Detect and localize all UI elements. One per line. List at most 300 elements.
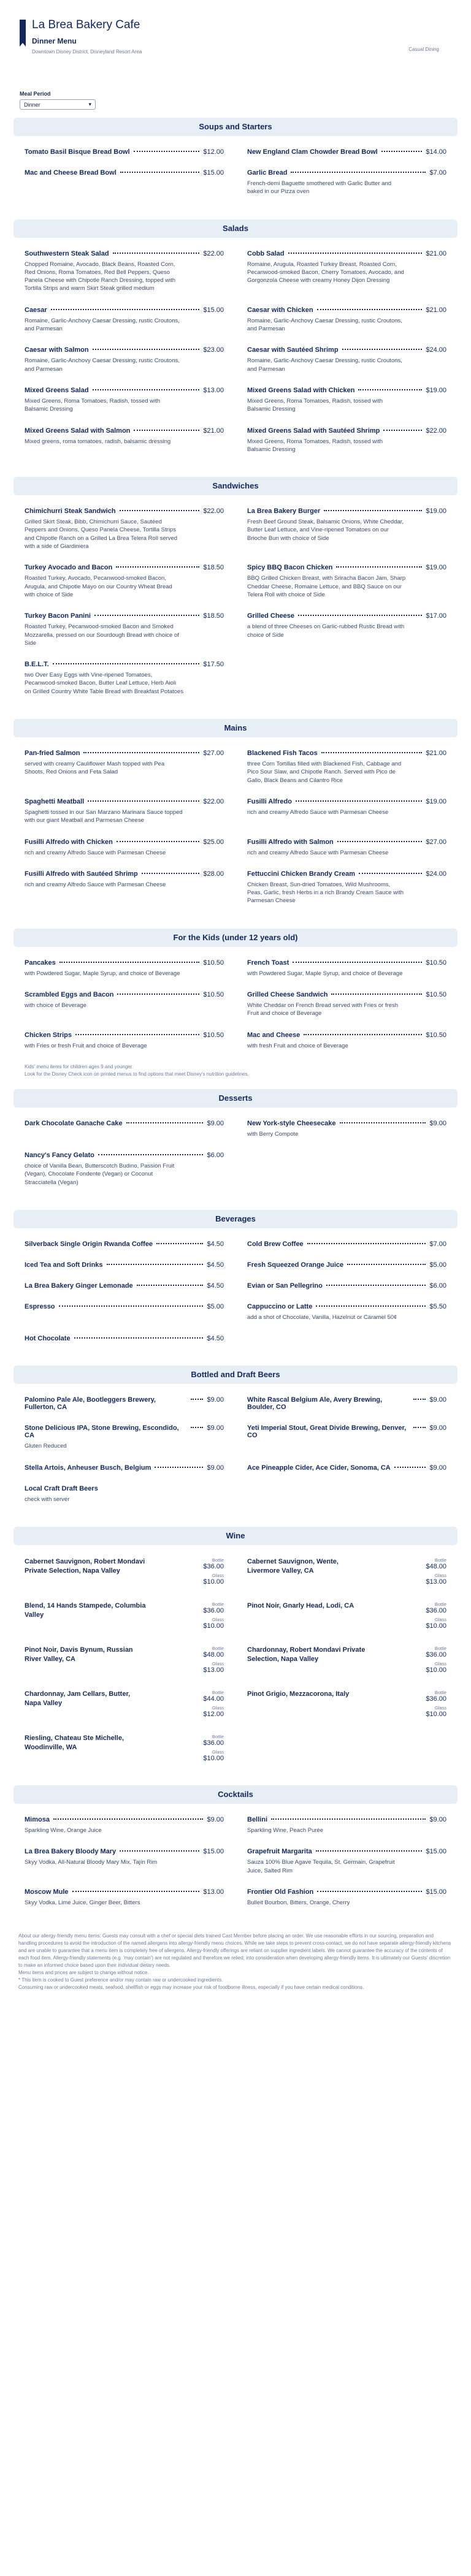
menu-item-row	[247, 387, 446, 394]
wine-item	[25, 1646, 224, 1676]
cocktail-description: Skyy Vodka, All-Natural Bloody Mary Mix, Tajín Rim	[25, 1859, 158, 1866]
bottle-price: $36.00	[426, 1606, 446, 1614]
wine-item	[247, 1557, 446, 1588]
menu-item-name: Caesar with Chicken	[247, 306, 313, 314]
menu-item	[247, 306, 446, 333]
menu-item	[25, 387, 224, 414]
menu-item-price: $7.00	[429, 169, 446, 177]
cocktail-item	[25, 1848, 224, 1875]
meal-period-select[interactable]	[20, 99, 96, 110]
menu-item-price: $9.00	[207, 1424, 224, 1432]
section-heading: Soups and Starters	[13, 118, 458, 136]
menu-item-price: $22.00	[426, 427, 446, 435]
dot-leader	[191, 1427, 203, 1428]
cocktail-item	[247, 1816, 446, 1834]
menu-item-name: Chimichurri Steak Sandwich	[25, 507, 116, 515]
wine-section	[0, 1527, 471, 1778]
menu-item-description: with Powdered Sugar, Maple Syrup, and choice of Beverage	[25, 970, 180, 977]
menu-subtitle: Dinner Menu	[32, 37, 77, 45]
menu-item-price: $27.00	[426, 838, 446, 846]
bottle-label: Bottle	[212, 1557, 224, 1563]
menu-item-name: Caesar with Sautéed Shrimp	[247, 346, 339, 354]
menu-item-description: Grilled Skirt Steak, Bibb, Chimichurri Sauce, Sautéed Peppers and Onions, Queso Panela Cheese, Tortilla Strips and Chipotle Ranch on a Grilled La Brea Telera Roll served with a side of Giardiniera	[25, 519, 178, 550]
cocktail-name: Moscow Mule	[25, 1888, 69, 1896]
menu-item-row	[25, 1485, 224, 1492]
menu-item-name: Southwestern Steak Salad	[25, 249, 109, 257]
menu-item	[247, 507, 446, 550]
menu-item	[25, 169, 224, 196]
menu-item	[247, 991, 446, 1018]
menu-item-name: Silverback Single Origin Rwanda Coffee	[25, 1241, 153, 1248]
menu-item-name: Spicy BBQ Bacon Chicken	[247, 564, 333, 572]
bottle-price: $36.00	[203, 1739, 224, 1747]
dot-leader	[298, 615, 422, 616]
menu-item-description: two Over Easy Eggs with Vine-ripened Tomatoes, Pecanwood-smoked Bacon, Butter Leaf Lettuce, Herb Aioli on Grilled Country White Table Bread with Breakfast Potatoes	[25, 672, 184, 695]
dot-leader	[59, 962, 200, 963]
menu-item-description: Romaine, Garlic-Anchovy Caesar Dressing, rustic Croutons, and Parmesan	[247, 317, 402, 333]
menu-item-description: Fresh Beef Ground Steak, Balsamic Onions, White Cheddar, Butter Leaf Lettuce, and Vine-ripened Tomatoes on our Brioche Bun with choice of Side	[247, 519, 404, 542]
menu-item-price: $10.50	[426, 959, 446, 967]
glass-label: Glass	[212, 1749, 224, 1755]
menu-item-description: choice of Vanilla Bean, Butterscotch Budino, Passion Fruit (Vegan), Chocolate Fondente (Vegan) or Coconut Stracciatella (Vegan)	[25, 1163, 175, 1186]
menu-item	[25, 1464, 224, 1472]
dot-leader	[120, 510, 200, 511]
menu-item-price: $15.00	[203, 306, 224, 314]
menu-item	[25, 1241, 224, 1248]
menu-item-row	[25, 1261, 224, 1269]
bottle-price: $36.00	[203, 1562, 224, 1570]
footer-line: Menu items and prices are subject to change without notice.	[18, 1970, 149, 1976]
menu-item-description: Chopped Romaine, Avocado, Black Beans, Roasted Corn, Red Onions, Roma Tomatoes, Red Bell Peppers, Queso Panela Cheese with Chipotle Ranch Dressing, topped with Tortilla Strips and warm Skirt Steak grilled medium	[25, 260, 176, 292]
glass-label: Glass	[212, 1660, 224, 1666]
menu-item	[25, 250, 224, 293]
wine-prices	[203, 1601, 224, 1632]
menu-item-row	[247, 250, 446, 257]
menu-item-price: $14.00	[426, 148, 446, 156]
menu-item-name: Nancy's Fancy Gelato	[25, 1152, 94, 1160]
menu-item-row	[25, 1424, 224, 1439]
menu-item-name: Fusilli Alfredo with Salmon	[247, 838, 334, 846]
dot-leader	[98, 1154, 204, 1155]
menu-item-row	[25, 838, 224, 846]
dot-leader	[117, 994, 199, 995]
menu-item	[247, 1424, 446, 1450]
bottle-price: $36.00	[426, 1695, 446, 1703]
menu-item-description: with Fries or fresh Fruit and choice of Beverage	[25, 1042, 147, 1049]
menu-item	[247, 387, 446, 414]
kids-menu-note: Look for the Disney Check icon on printed menus to find options that meet Disney's nutrition guidelines.	[25, 1071, 249, 1077]
menu-item-row	[25, 148, 224, 156]
section-heading: Desserts	[13, 1089, 458, 1108]
cocktail-description: Sparkling Wine, Peach Purée	[247, 1826, 324, 1834]
menu-item	[247, 612, 446, 647]
menu-item-description: Romaine, Garlic-Anchovy Caesar Dressing, rustic Croutons, and Parmesan	[25, 317, 180, 333]
wine-name: Pinot Noir, Gnarly Head, Lodi, CA	[247, 1601, 354, 1609]
menu-section	[0, 219, 471, 468]
footer-line: * This item is cooked to Guest preference and/or may contain raw or undercooked ingredients.	[18, 1977, 223, 1983]
glass-label: Glass	[434, 1704, 446, 1711]
menu-item-name: Spaghetti Meatball	[25, 797, 85, 805]
dot-leader	[155, 1467, 203, 1468]
menu-item-name: Mixed Greens Salad with Chicken	[247, 386, 355, 394]
menu-item-row	[25, 1032, 224, 1039]
dot-leader	[336, 566, 422, 568]
menu-item-name: Mac and Cheese	[247, 1031, 301, 1039]
dot-leader	[120, 1850, 199, 1852]
menu-item-description: served with creamy Cauliflower Mash topped with Pea Shoots, Red Onions and Feta Salad	[25, 761, 165, 776]
menu-item-name: Caesar with Salmon	[25, 346, 89, 354]
wine-prices	[203, 1690, 224, 1720]
menu-item-row	[247, 306, 446, 314]
menu-item-name: Scrambled Eggs and Bacon	[25, 990, 114, 998]
dot-leader	[74, 1337, 204, 1339]
glass-label: Glass	[212, 1616, 224, 1622]
glass-price: $10.00	[203, 1578, 224, 1586]
dot-leader	[347, 1264, 426, 1265]
dot-leader	[326, 1285, 426, 1286]
dot-leader	[413, 1427, 426, 1428]
menu-item	[25, 798, 224, 825]
menu-item-price: $28.00	[203, 870, 224, 878]
glass-price: $10.00	[203, 1754, 224, 1762]
menu-item-row	[247, 507, 446, 515]
menu-item-row	[247, 564, 446, 571]
dot-leader	[359, 873, 422, 874]
menu-item-row	[25, 959, 224, 967]
menu-item-price: $19.00	[426, 564, 446, 572]
menu-item-row	[25, 661, 224, 668]
menu-item-name: Turkey Bacon Panini	[25, 612, 91, 620]
menu-item-description: BBQ Grilled Chicken Breast, with Sriracha Bacon Jam, Sharp Cheddar Cheese, Romaine Lettuce, and BBQ Sauce on our Telera Roll with choice of Side	[247, 575, 406, 598]
menu-item	[247, 148, 446, 156]
menu-sections	[0, 118, 471, 1517]
dot-leader	[75, 1034, 199, 1035]
menu-item	[25, 1120, 224, 1138]
menu-item-row	[247, 1464, 446, 1472]
wine-prices	[426, 1557, 446, 1588]
menu-item-description: Roasted Turkey, Pecanwood-smoked Bacon and Smoked Mozzarella, pressed on our Sourdough Bread with choice of Side	[25, 623, 179, 647]
menu-item-name: La Brea Bakery Ginger Lemonade	[25, 1282, 133, 1290]
kids-menu-note: Kids' menu items for children ages 9 and younger.	[25, 1063, 134, 1070]
menu-item-row	[247, 870, 446, 878]
menu-item-price: $9.00	[429, 1424, 446, 1432]
menu-item-price: $7.00	[429, 1241, 446, 1248]
menu-item-row	[247, 798, 446, 805]
menu-item-list	[0, 1108, 471, 1200]
cocktail-name: Frontier Old Fashion	[247, 1888, 314, 1896]
bottle-price: $48.00	[426, 1562, 446, 1570]
menu-item-row	[247, 1282, 446, 1290]
dot-leader	[381, 151, 423, 152]
wine-prices	[203, 1646, 224, 1676]
menu-item	[247, 798, 446, 825]
menu-item-price: $27.00	[203, 750, 224, 758]
dot-leader	[134, 430, 199, 431]
menu-item-price: $4.50	[207, 1282, 224, 1290]
dot-leader	[317, 309, 423, 310]
wine-item	[25, 1557, 224, 1588]
menu-item-row	[247, 427, 446, 435]
menu-item-name: Local Craft Draft Beers	[25, 1484, 98, 1492]
dot-leader	[304, 1034, 422, 1035]
cocktail-list	[0, 1804, 471, 1920]
menu-item-row	[247, 346, 446, 354]
dot-leader	[288, 253, 423, 254]
dot-leader	[316, 1850, 423, 1852]
menu-item	[25, 1396, 224, 1411]
menu-item	[247, 1032, 446, 1050]
section-heading: Beverages	[13, 1210, 458, 1228]
dot-leader	[51, 309, 200, 310]
menu-item-name: Fusilli Alfredo with Sautéed Shrimp	[25, 870, 138, 878]
wine-name: Pinot Grigio, Mezzacorona, Italy	[247, 1690, 350, 1698]
cocktail-name: Grapefruit Margarita	[247, 1848, 312, 1856]
menu-item-price: $23.00	[203, 346, 224, 354]
menu-item-price: $5.50	[429, 1303, 446, 1311]
menu-item-price: $10.50	[203, 959, 224, 967]
section-heading: Sandwiches	[13, 477, 458, 495]
menu-item	[25, 1335, 224, 1342]
kids-menu-notes	[0, 1063, 471, 1078]
wine-name: Cabernet Sauvignon, Robert Mondavi Private Selection, Napa Valley	[25, 1557, 145, 1575]
menu-item-price: $10.50	[426, 1031, 446, 1039]
menu-item-price: $15.00	[203, 169, 224, 177]
dot-leader	[94, 615, 199, 616]
menu-item	[247, 838, 446, 857]
restaurant-location: Downtown Disney District, Disneyland Resort Area	[32, 49, 142, 55]
menu-item-price: $6.00	[429, 1282, 446, 1290]
menu-item-description: rich and creamy Alfredo Sauce with Parmesan Cheese	[247, 849, 389, 856]
menu-item-price: $19.00	[426, 386, 446, 394]
menu-item-description: Mixed Greens, Roma Tomatoes, Radish, tossed with Balsamic Dressing	[247, 397, 383, 413]
glass-price: $10.00	[426, 1622, 446, 1630]
menu-item-description: Mixed Greens, Roma Tomatoes, Radish, tossed with Balsamic Dressing	[247, 438, 383, 453]
menu-item-name: Pan-fried Salmon	[25, 750, 80, 758]
menu-item-row	[25, 1241, 224, 1248]
menu-item-price: $10.50	[203, 990, 224, 998]
meal-period-value: Dinner	[24, 101, 40, 108]
menu-item-row	[247, 1396, 446, 1411]
menu-item-name: Hot Chocolate	[25, 1335, 71, 1343]
menu-item-description: with fresh Fruit and choice of Beverage	[247, 1042, 348, 1049]
menu-item-name: Chicken Strips	[25, 1031, 72, 1039]
dot-leader	[107, 1264, 204, 1265]
dot-leader	[120, 172, 200, 173]
bottle-label: Bottle	[434, 1689, 446, 1695]
dot-leader	[137, 1285, 204, 1286]
dot-leader	[53, 663, 200, 664]
cocktail-item	[247, 1848, 446, 1875]
glass-price: $12.00	[203, 1710, 224, 1718]
menu-item-description: with Powdered Sugar, Maple Syrup, and choice of Beverage	[247, 970, 403, 977]
menu-item-row	[25, 1282, 224, 1290]
menu-item	[247, 1464, 446, 1472]
menu-item-description: Romaine, Garlic-Anchovy Caesar Dressing, rustic Croutons, and Parmesan	[25, 357, 180, 373]
menu-item-row	[25, 306, 224, 314]
dot-leader	[293, 962, 422, 963]
brand-block	[18, 18, 453, 55]
wine-item	[247, 1601, 446, 1632]
menu-item-price: $9.00	[207, 1464, 224, 1472]
menu-item-row	[25, 870, 224, 878]
menu-item-row	[25, 1303, 224, 1310]
dot-leader	[340, 1122, 426, 1123]
menu-item-name: Garlic Bread	[247, 169, 288, 177]
menu-item-row	[25, 1888, 224, 1896]
section-heading: Mains	[13, 719, 458, 737]
menu-item	[25, 870, 224, 905]
menu-item-price: $18.50	[203, 612, 224, 620]
menu-item-description: three Corn Tortillas filled with Blackened Fish, Cabbage and Pico Sour Slaw, and Chipotle Ranch. Served with Pico de Gallo, Black Beans and Cilantro Rice	[247, 761, 402, 784]
dot-leader	[93, 349, 200, 350]
menu-item	[247, 1396, 446, 1411]
menu-item-row	[25, 1152, 224, 1159]
wine-name: Riesling, Chateau Ste Michelle, Woodinville, WA	[25, 1734, 124, 1751]
menu-item-price: $10.50	[426, 990, 446, 998]
menu-item-name: Fusilli Alfredo with Chicken	[25, 838, 113, 846]
chevron-down-icon: ▾	[88, 101, 91, 107]
menu-item	[247, 750, 446, 785]
menu-item	[25, 959, 224, 978]
cocktail-description: Bulleit Bourbon, Bitters, Orange, Cherry	[247, 1899, 350, 1906]
menu-item-row	[247, 1888, 446, 1896]
wine-item	[247, 1690, 446, 1720]
cocktail-description: Skyy Vodka, Lime Juice, Ginger Beer, Bitters	[25, 1899, 140, 1906]
menu-item-row	[247, 1424, 446, 1439]
menu-item-price: $5.00	[429, 1261, 446, 1269]
glass-price: $10.00	[203, 1622, 224, 1630]
menu-item	[25, 838, 224, 857]
menu-item-row	[247, 1848, 446, 1855]
menu-item-name: Turkey Avocado and Bacon	[25, 564, 113, 572]
dot-leader	[113, 253, 200, 254]
menu-item-row	[247, 991, 446, 998]
menu-item-name: New England Clam Chowder Bread Bowl	[247, 148, 378, 156]
menu-header	[0, 0, 471, 108]
wine-name: Chardonnay, Robert Mondavi Private Selection, Napa Valley	[247, 1646, 366, 1663]
dot-leader	[271, 1818, 426, 1820]
menu-item	[25, 564, 224, 599]
bottle-price: $36.00	[203, 1606, 224, 1614]
section-heading: Bottled and Draft Beers	[13, 1366, 458, 1384]
footer-line: Consuming raw or undercooked meats, seafood, shellfish or eggs may increase your risk of foodborne illness, especially if you have certain medical conditions.	[18, 1985, 364, 1991]
cocktail-item	[247, 1888, 446, 1907]
menu-item-row	[247, 148, 446, 156]
menu-item-name: Mac and Cheese Bread Bowl	[25, 169, 117, 177]
menu-item	[25, 306, 224, 333]
menu-item-price: $17.00	[426, 612, 446, 620]
menu-item-list	[0, 1228, 471, 1356]
meal-period-label: Meal Period	[20, 91, 51, 97]
menu-item-row	[25, 612, 224, 620]
menu-item-price: $22.00	[203, 249, 224, 257]
dot-leader	[53, 1818, 204, 1820]
menu-item	[25, 346, 224, 373]
dot-leader	[156, 1243, 203, 1244]
menu-item	[247, 870, 446, 905]
dot-leader	[134, 151, 200, 152]
dot-leader	[72, 1891, 200, 1892]
menu-item-name: Cobb Salad	[247, 249, 285, 257]
menu-item-description: with choice of Beverage	[25, 1001, 86, 1009]
menu-item	[247, 346, 446, 373]
menu-item-price: $4.50	[207, 1241, 224, 1248]
menu-item-row	[25, 427, 224, 435]
menu-item-name: Fettuccini Chicken Brandy Cream	[247, 870, 356, 878]
menu-item-description: Roasted Turkey, Avocado, Pecanwood-smoked Bacon, Arugula, and Chipotle Mayo on our Country Wheat Bread with choice of Side	[25, 575, 172, 598]
menu-item-price: $22.00	[203, 507, 224, 515]
menu-item-row	[247, 1816, 446, 1823]
menu-item-name: Caesar	[25, 306, 47, 314]
menu-item-description: check with server	[25, 1495, 70, 1503]
menu-item-name: Grilled Cheese	[247, 612, 295, 620]
bottle-label: Bottle	[434, 1601, 446, 1607]
menu-item	[247, 427, 446, 454]
bottle-label: Bottle	[434, 1645, 446, 1651]
menu-item-name: Mixed Greens Salad with Salmon	[25, 427, 131, 435]
menu-item-row	[25, 991, 224, 998]
menu-item-name: Cold Brew Coffee	[247, 1241, 304, 1248]
cocktail-name: La Brea Bakery Bloody Mary	[25, 1848, 117, 1856]
menu-item-description: with Berry Compote	[247, 1130, 299, 1138]
menu-item-row	[25, 387, 224, 394]
menu-section	[0, 1089, 471, 1200]
menu-item-row	[247, 1261, 446, 1269]
bottle-label: Bottle	[212, 1733, 224, 1739]
menu-item-name: Fusilli Alfredo	[247, 797, 292, 805]
dot-leader	[337, 841, 423, 842]
menu-item-description: Mixed greens, roma tomatoes, radish, balsamic dressing	[25, 438, 171, 445]
menu-item-description: add a shot of Chocolate, Vanilla, Hazelnut or Caramel 50¢	[247, 1314, 397, 1321]
menu-item-description: rich and creamy Alfredo Sauce with Parmesan Cheese	[25, 881, 166, 888]
glass-price: $13.00	[426, 1578, 446, 1586]
menu-item-list	[0, 947, 471, 1063]
menu-item-name: B.E.L.T.	[25, 661, 49, 669]
menu-item-name: Evian or San Pellegrino	[247, 1282, 323, 1290]
menu-item-price: $19.00	[426, 507, 446, 515]
glass-label: Glass	[212, 1704, 224, 1711]
menu-item	[25, 1152, 224, 1187]
menu-item-row	[25, 1120, 224, 1127]
restaurant-title: La Brea Bakery Cafe	[32, 18, 140, 31]
dot-leader	[191, 1399, 203, 1400]
menu-item-price: $17.50	[203, 661, 224, 669]
menu-section	[0, 118, 471, 210]
menu-section	[0, 477, 471, 709]
cocktail-description: Sauza 100% Blue Agave Tequila, St. Germain, Grapefruit Juice, Salted Rim	[247, 1859, 395, 1874]
menu-item-price: $18.50	[203, 564, 224, 572]
menu-item-row	[25, 1396, 224, 1411]
menu-item-row	[25, 750, 224, 757]
menu-item	[25, 1282, 224, 1290]
menu-item	[25, 427, 224, 454]
dot-leader	[117, 841, 200, 842]
menu-item-name: Espresso	[25, 1303, 55, 1311]
menu-item-row	[25, 346, 224, 354]
glass-price: $10.00	[426, 1666, 446, 1674]
wine-list	[0, 1545, 471, 1778]
menu-item-description: Romaine, Garlic-Anchovy Caesar Dressing, rustic Croutons, and Parmesan	[247, 357, 402, 373]
menu-item-name: French Toast	[247, 959, 289, 967]
cocktail-price: $15.00	[203, 1848, 224, 1856]
menu-item	[25, 661, 224, 696]
menu-item-price: $19.00	[426, 797, 446, 805]
menu-item-price: $10.50	[203, 1031, 224, 1039]
menu-item-row	[25, 564, 224, 571]
mickey-logo-icon	[18, 20, 27, 47]
menu-item-price: $25.00	[203, 838, 224, 846]
dot-leader	[316, 1305, 426, 1307]
